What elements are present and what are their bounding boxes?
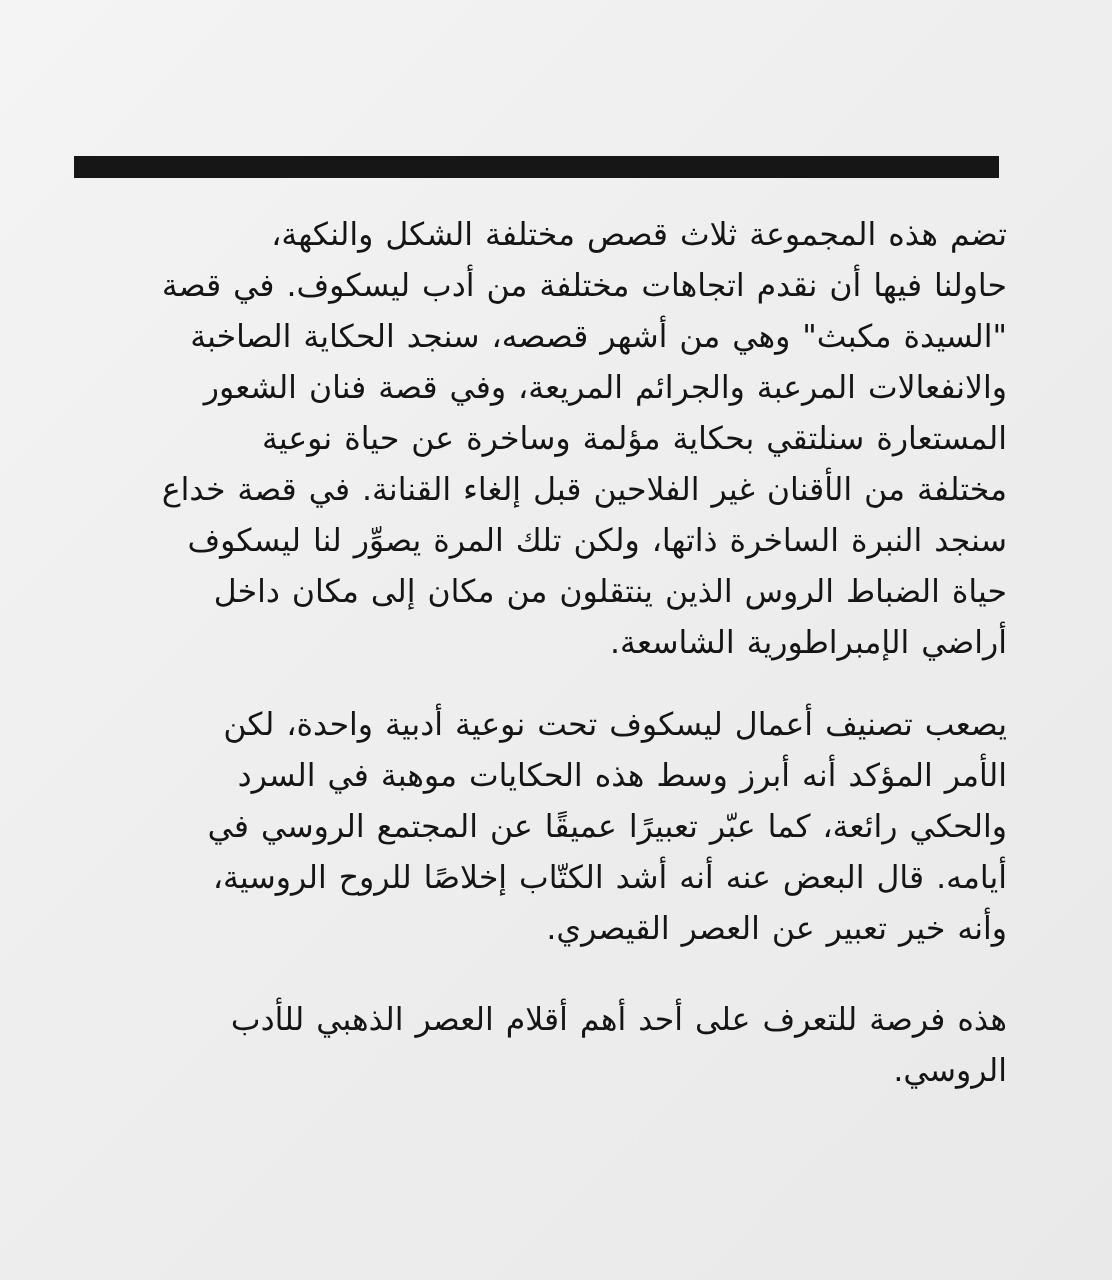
paragraph-line: "السيدة مكبث" وهي من أشهر قصصه، سنجد الحكاية الصاخبة xyxy=(190,319,1007,355)
paragraph-line: وأنه خير تعبير عن العصر القيصري. xyxy=(546,911,1007,947)
paragraph-line: المستعارة سنلتقي بحكاية مؤلمة وساخرة عن حياة نوعية xyxy=(261,421,1007,457)
paragraph-line: أيامه. قال البعض عنه أنه أشد الكتّاب إخلاصًا للروح الروسية، xyxy=(212,860,1007,896)
top-black-rule xyxy=(74,156,999,178)
paragraph-line: سنجد النبرة الساخرة ذاتها، ولكن تلك المرة يصوِّر لنا ليسكوف xyxy=(187,523,1007,559)
paragraph-line: الأمر المؤكد أنه أبرز وسط هذه الحكايات موهبة في السرد xyxy=(237,758,1007,794)
paragraph-line: والحكي رائعة، كما عبّر تعبيرًا عميقًا عن المجتمع الروسي في xyxy=(207,809,1007,845)
paragraph-2 xyxy=(72,700,1007,955)
paragraph-line: الروسي. xyxy=(893,1053,1007,1089)
paragraph-line: حاولنا فيها أن نقدم اتجاهات مختلفة من أدب ليسكوف. في قصة xyxy=(161,268,1007,304)
paragraph-line: مختلفة من الأقنان غير الفلاحين قبل إلغاء القنانة. في قصة خداع xyxy=(161,472,1007,508)
paragraph-line: حياة الضباط الروس الذين ينتقلون من مكان إلى مكان داخل xyxy=(213,574,1007,610)
paragraph-line: والانفعالات المرعبة والجرائم المريعة، وفي قصة فنان الشعور xyxy=(203,370,1007,406)
paragraph-3 xyxy=(72,995,1007,1097)
paragraph-line: هذه فرصة للتعرف على أحد أهم أقلام العصر الذهبي للأدب xyxy=(230,1002,1007,1038)
paragraph-line: أراضي الإمبراطورية الشاسعة. xyxy=(610,625,1007,661)
paragraph-line: يصعب تصنيف أعمال ليسكوف تحت نوعية أدبية واحدة، لكن xyxy=(223,707,1007,743)
paragraph-line: تضم هذه المجموعة ثلاث قصص مختلفة الشكل والنكهة، xyxy=(271,217,1007,253)
paragraph-1 xyxy=(72,210,1007,669)
